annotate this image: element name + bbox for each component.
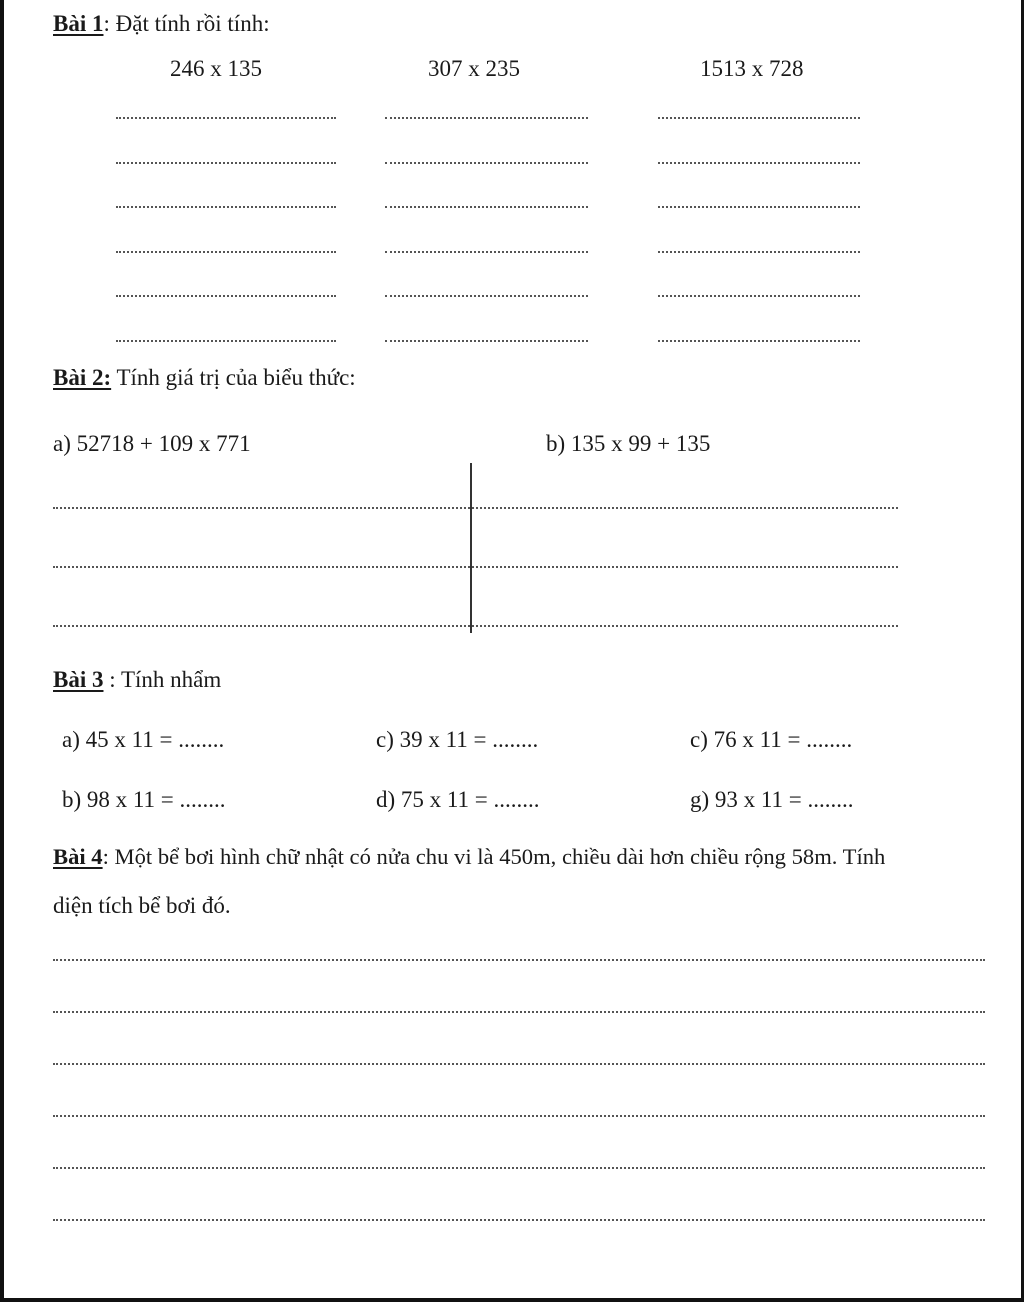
answer-line	[53, 1115, 985, 1117]
answer-line	[53, 1011, 985, 1013]
answer-line	[385, 117, 588, 119]
answer-line	[658, 206, 860, 208]
bai4-text-line2: diện tích bể bơi đó.	[53, 893, 231, 918]
bai1-heading	[53, 12, 270, 35]
answer-line	[658, 340, 860, 342]
bai2-instruction: Tính giá trị của biểu thức:	[111, 365, 356, 390]
bai2-expression-a: a) 52718 + 109 x 771	[53, 431, 251, 456]
answer-line	[116, 206, 336, 208]
bai2-expression-b: b) 135 x 99 + 135	[546, 431, 711, 456]
bai3-item-b: b) 98 x 11 = ........	[62, 787, 226, 812]
bai4-heading	[53, 846, 885, 869]
bai3-heading	[53, 668, 221, 691]
answer-line	[385, 162, 588, 164]
bai2-divider	[470, 463, 472, 633]
answer-line	[116, 251, 336, 253]
bai3-item-g: g) 93 x 11 = ........	[690, 787, 854, 812]
bai2-answer-line	[53, 507, 898, 509]
bai3-label: Bài 3	[53, 667, 104, 692]
answer-line	[658, 162, 860, 164]
answer-line	[658, 295, 860, 297]
bai4-text-line1: : Một bể bơi hình chữ nhật có nửa chu vi là 450m, chiều dài hơn chiều rộng 58m. Tính	[102, 844, 886, 869]
answer-line	[385, 251, 588, 253]
bai1-problem-1: 246 x 135	[170, 56, 262, 81]
page-border-left	[0, 0, 4, 1302]
answer-line	[385, 340, 588, 342]
bai3-item-d: d) 75 x 11 = ........	[376, 787, 540, 812]
page-border-bottom	[0, 1298, 1024, 1302]
answer-line	[116, 295, 336, 297]
bai1-problem-3: 1513 x 728	[700, 56, 804, 81]
answer-line	[116, 162, 336, 164]
answer-line	[53, 959, 985, 961]
bai3-item-a: a) 45 x 11 = ........	[62, 727, 225, 752]
bai2-heading	[53, 366, 356, 389]
answer-line	[116, 340, 336, 342]
bai1-problem-2: 307 x 235	[428, 56, 520, 81]
answer-line	[385, 206, 588, 208]
answer-line	[53, 1063, 985, 1065]
answer-line	[658, 117, 860, 119]
answer-line	[116, 117, 336, 119]
bai4-label: Bài 4	[53, 844, 103, 869]
bai1-label: Bài 1	[53, 11, 104, 36]
bai2-label: Bài 2:	[53, 365, 112, 390]
answer-line	[53, 1219, 985, 1221]
bai1-instruction: : Đặt tính rồi tính:	[103, 11, 270, 36]
answer-line	[658, 251, 860, 253]
bai3-instruction: : Tính nhẩm	[103, 667, 222, 692]
bai2-answer-line	[53, 625, 898, 627]
bai2-answer-line	[53, 566, 898, 568]
answer-line	[53, 1167, 985, 1169]
bai3-item-c1: c) 39 x 11 = ........	[376, 727, 539, 752]
bai3-item-c2: c) 76 x 11 = ........	[690, 727, 853, 752]
answer-line	[385, 295, 588, 297]
